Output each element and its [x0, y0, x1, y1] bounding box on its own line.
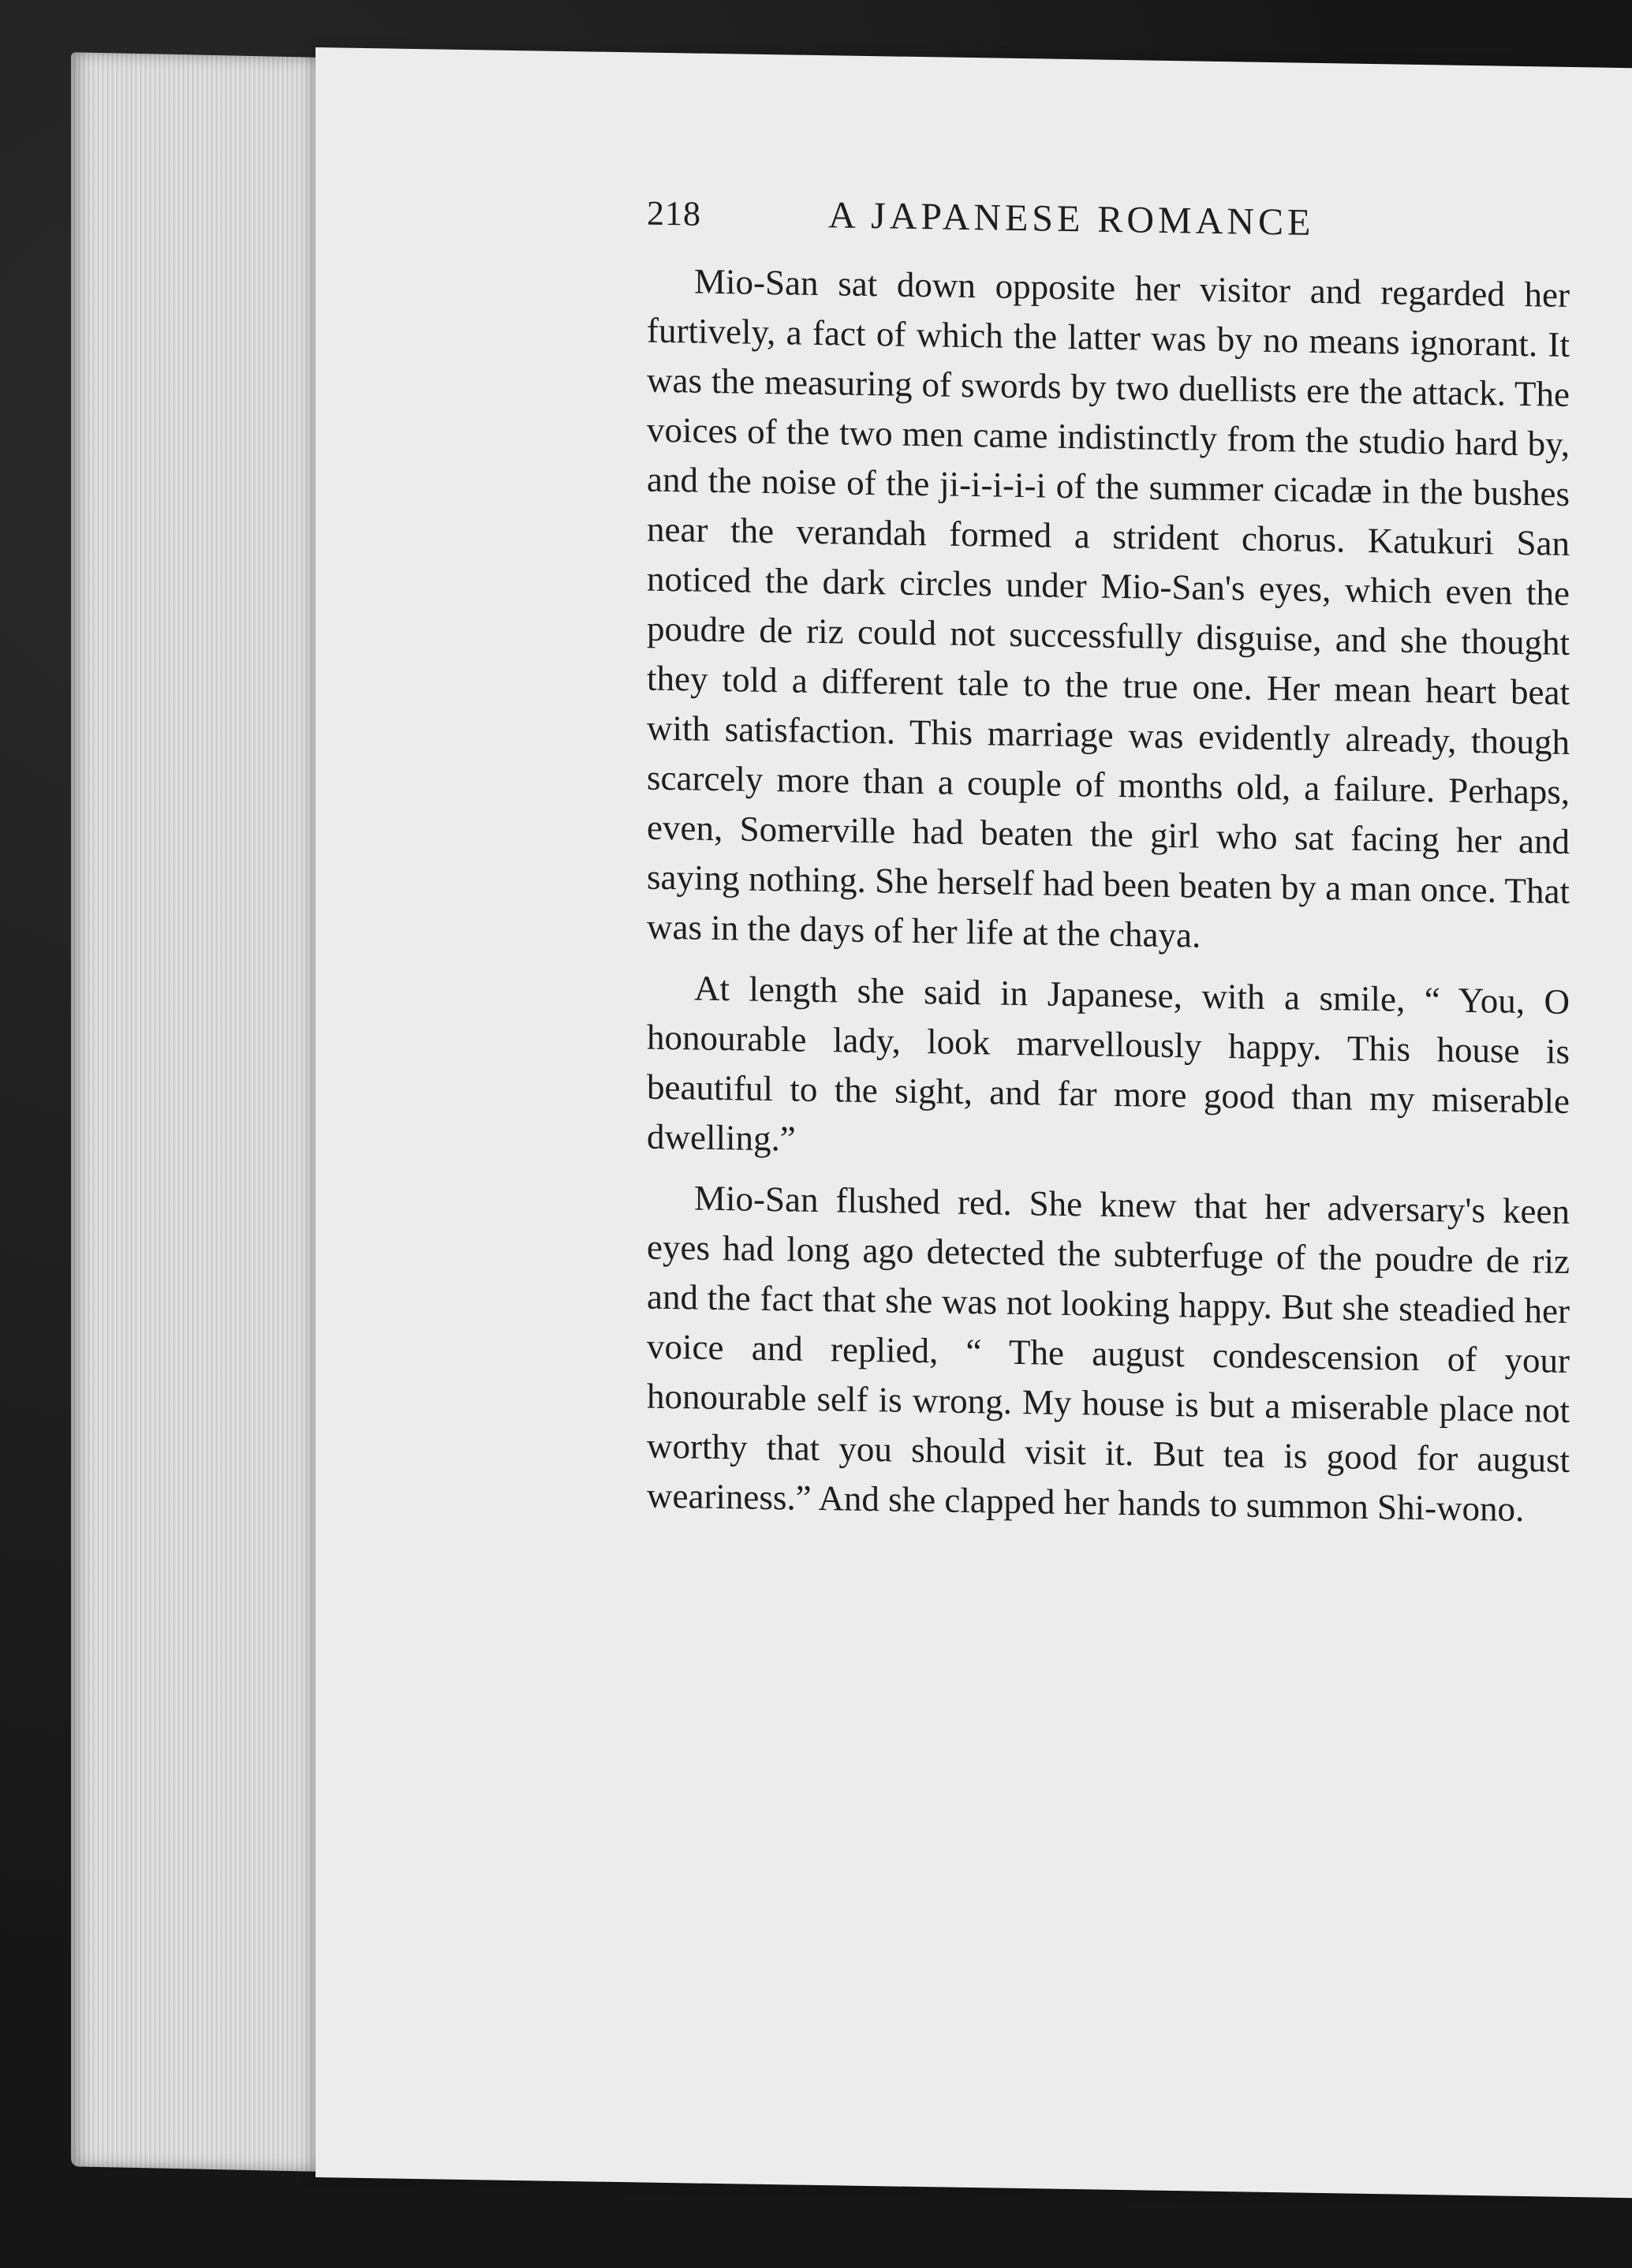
page-number: 218	[647, 193, 701, 234]
book-page	[316, 47, 1632, 2198]
paragraph-1: Mio-San sat down opposite her visitor and regarded her furtively, a fact of which the latter was by no means ignorant. It was the measuring of swords by two duellists ere the attack. The voices of the two men came indistinctly from the studio hard by, and the noise of the ji-i-i-i-i of the summer cicadæ in the bushes near the verandah formed a strident chorus. Katukuri San noticed the dark circles under Mio-San's eyes, which even the poudre de riz could not successfully disguise, and she thought they told a different tale to the true one. Her mean heart beat with satisfaction. This marriage was evidently already, though scarcely more than a couple of months old, a failure. Perhaps, even, Somerville had beaten the girl who sat facing her and saying nothing. She herself had been beaten by a man once. That was in the days of her life at the chaya.	[647, 261, 1570, 955]
page-header	[647, 191, 1570, 248]
page-content	[647, 191, 1570, 1546]
paragraph-2: At length she said in Japanese, with a smile, “ You, O honourable lady, look marvellously happy. This house is beautiful to the sight, and far more good than my miserable dwelling.”	[647, 968, 1570, 1159]
paragraph-3: Mio-San flushed red. She knew that her adversary's keen eyes had long ago detected the subterfuge of the poudre de riz and the fact that she was not looking happy. But she steadied her voice and replied, “ The august condescension of your honourable self is wrong. My house is but a miserable place not worthy that you should visit it. But tea is good for august weariness.” And she clapped her hands to summon Shi-wono.	[647, 1178, 1570, 1530]
running-title: A JAPANESE ROMANCE	[828, 194, 1315, 244]
book-page-edges	[71, 52, 355, 2173]
